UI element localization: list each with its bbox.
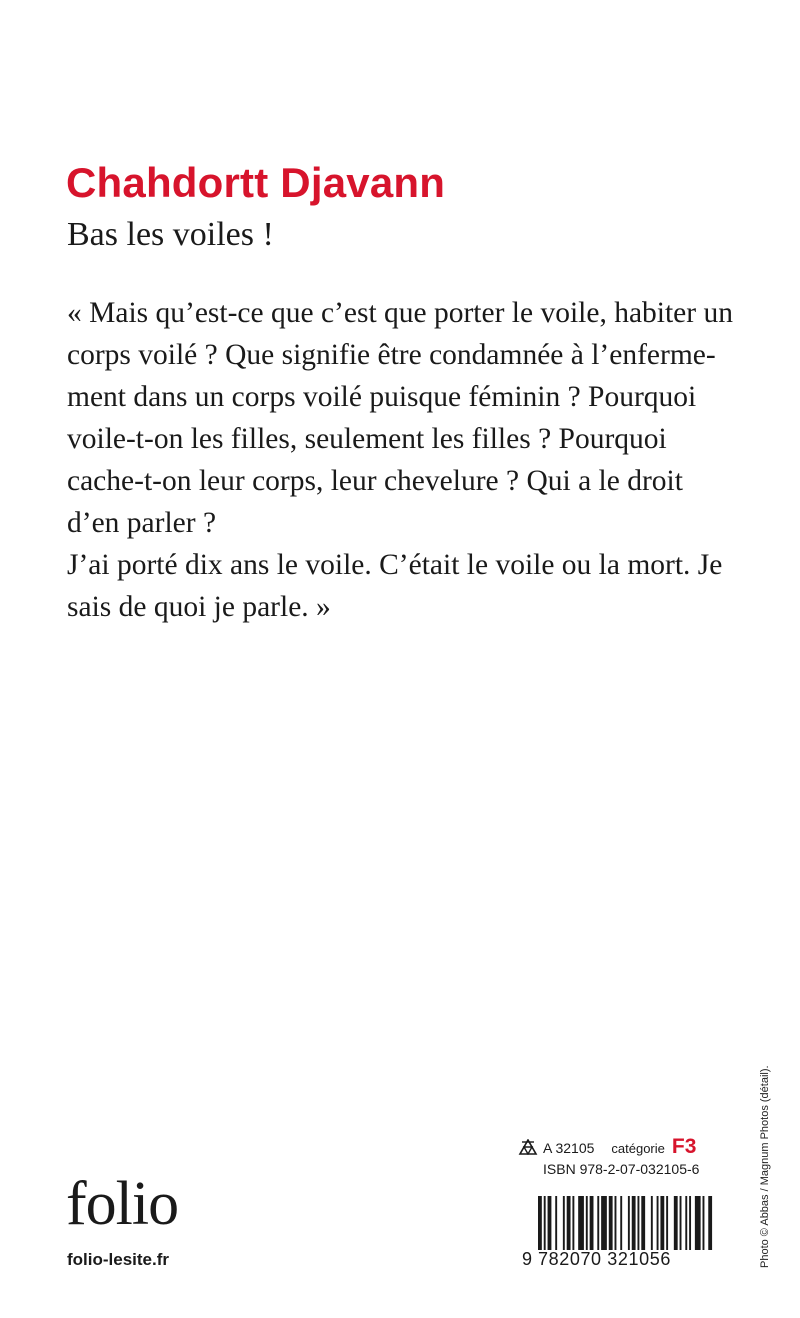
barcode-bar [563,1196,565,1250]
barcode-first-digit: 9 [522,1249,533,1269]
barcode-bar [628,1196,630,1250]
blurb-line: sais de quoi je parle. » [67,591,331,623]
barcode-bar [586,1196,588,1250]
barcode-bar [651,1196,653,1250]
barcode-digits [522,1249,722,1270]
back-cover-blurb [67,292,733,628]
barcode-bar [597,1196,599,1250]
blurb-line: « Mais qu’est-ce que c’est que porter le voile, habiter un [67,297,733,329]
barcode-bar [567,1196,571,1250]
categorie-code: F3 [671,1135,697,1158]
blurb-line: J’ai porté dix ans le voile. C’était le voile ou la mort. Je [67,549,723,581]
catalog-number: A 32105 [543,1140,595,1156]
photo-credit: Photo © Abbas / Magnum Photos (détail). [759,1065,771,1268]
barcode-bar [689,1196,691,1250]
blurb-line: voile-t-on les filles, seulement les filles ? Pourquoi [67,423,667,455]
folio-logo: folio [66,1170,179,1238]
barcode-bar [660,1196,664,1250]
barcode-bar [601,1196,607,1250]
barcode-bar [695,1196,701,1250]
author-name: Chahdortt Djavann [66,159,446,206]
barcode-bar [620,1196,622,1250]
isbn: ISBN 978-2-07-032105-6 [543,1161,700,1177]
barcode-bar [538,1196,542,1250]
barcode-bar [666,1196,668,1250]
book-title: Bas les voiles ! [67,216,274,253]
catalog-codes [518,1135,718,1177]
barcode-bar [708,1196,712,1250]
publisher-website: folio-lesite.fr [67,1250,170,1269]
barcode-bar [615,1196,617,1250]
barcode-bar [555,1196,557,1250]
barcode-bar [590,1196,594,1250]
barcode-bar [657,1196,659,1250]
triangle-symbol-icon [518,1139,538,1155]
blurb-line: cache-t-on leur corps, leur chevelure ? Qui a le droit [67,465,683,497]
blurb-line: d’en parler ? [67,507,217,539]
barcode-bar [685,1196,687,1250]
barcode-bar [609,1196,613,1250]
barcode-bar [680,1196,682,1250]
blurb-line: corps voilé ? Que signifie être condamnée à l’enferme- [67,339,716,371]
barcode-bar [578,1196,584,1250]
barcode-bar [544,1196,546,1250]
categorie-label: catégorie [611,1141,665,1156]
barcode-bar [637,1196,639,1250]
blurb-line: ment dans un corps voilé puisque féminin ? Pourquoi [67,381,697,413]
barcode [538,1196,714,1250]
barcode-bar [548,1196,552,1250]
barcode-bar [674,1196,678,1250]
barcode-bar [703,1196,705,1250]
barcode-bar [632,1196,636,1250]
barcode-number: 782070 321056 [538,1249,671,1269]
barcode-bar [641,1196,645,1250]
barcode-bar [572,1196,574,1250]
